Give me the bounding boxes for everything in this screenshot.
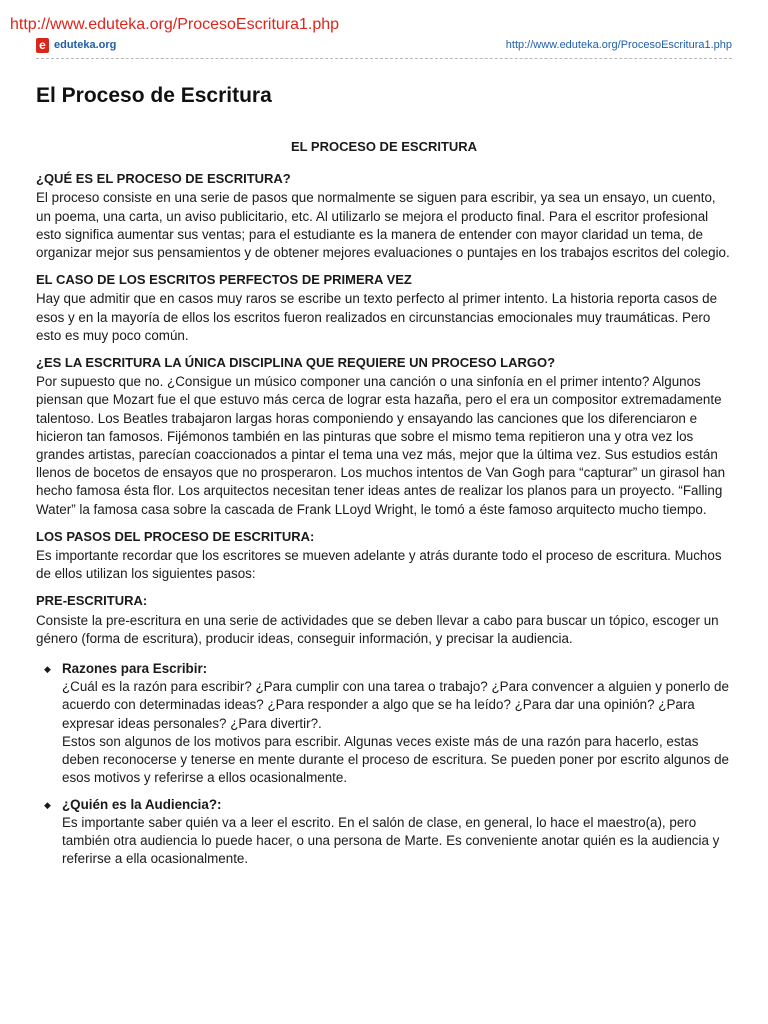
bullet-list	[36, 660, 732, 868]
section-heading: ¿ES LA ESCRITURA LA ÚNICA DISCIPLINA QUE REQUIERE UN PROCESO LARGO?	[36, 355, 556, 371]
bullet-paragraph: ¿Cuál es la razón para escribir? ¿Para cumplir con una tarea o trabajo? ¿Para convencer a alguien y ponerlo de acuerdo con determinadas ideas? ¿Para responder a algo que se ha leído? ¿Para dar una opinión? ¿Para expresar ideas personales? ¿Para divertir?.	[62, 679, 729, 731]
section-body: Es importante recordar que los escritores se mueven adelante y atrás durante todo el proceso de escritura. Muchos de ellos utilizan los siguientes pasos:	[36, 548, 722, 582]
eduteka-logo-icon: e	[36, 38, 49, 53]
section-body: Por supuesto que no. ¿Consigue un músico componer una canción o una sinfonía en el primer intento? Algunos piensan que Mozart fue el que estuvo más cerca de lograr esta hazaña, pero el era un compositor extremadamente talentoso. Los Beatles trabajaron largas horas componiendo y ensayando las canciones que los diferenciaron e hicieron tan famosos. Fijémonos también en las pinturas que sobre el mismo tema repitieron una y otra vez los grandes artistas, parecían coaccionados a pintar el tema una vez más, mejor que la última vez. Sus estudios están llenos de bocetos de ensayos que no prosperaron. Los muchos intentos de Van Gogh para “capturar” un girasol han hecho famosa ésta flor. Los arquitectos necesitan tener ideas antes de realizar los planos para un proyecto. “Falling Water” la famosa casa sobre la cascada de Frank LLoyd Wright, le tomó a éste famoso arquitecto mucho tiempo.	[36, 374, 726, 517]
page-title: El Proceso de Escritura	[36, 84, 272, 107]
page-header	[36, 36, 732, 54]
list-item	[36, 660, 732, 787]
section-pre-escritura	[36, 592, 732, 648]
article-content	[36, 138, 732, 876]
list-item	[36, 796, 732, 869]
section-body: Consiste la pre-escritura en una serie de actividades que se deben llevar a cabo para buscar un tópico, escoger un género (forma de escritura), producir ideas, conseguir información, y precisar la audiencia.	[36, 612, 719, 646]
document-heading: EL PROCESO DE ESCRITURA	[290, 139, 478, 154]
section-body: El proceso consiste en una serie de pasos que normalmente se siguen para escribir, ya sea un ensayo, un cuento, un poema, una carta, un aviso publicitario, etc. Al utilizarlo se mejora el producto final. Para el escritor profesional esto significa aumentar sus ventas; para el estudiante es la manera de entender con mayor claridad un tema, de organizar mejor sus pensamientos y de obtener mejores evaluaciones o puntajes en los trabajos escritos del colegio.	[36, 190, 730, 261]
header-url-link[interactable]: http://www.eduteka.org/ProcesoEscritura1.php	[505, 39, 732, 51]
section-escritos-perfectos	[36, 271, 732, 345]
brand-name[interactable]: eduteka.org	[54, 39, 117, 51]
section-heading: PRE-ESCRITURA:	[36, 593, 148, 609]
top-url[interactable]: http://www.eduteka.org/ProcesoEscritura1.php	[10, 16, 340, 33]
section-heading: LOS PASOS DEL PROCESO DE ESCRITURA:	[36, 528, 315, 544]
section-body: Hay que admitir que en casos muy raros se escribe un texto perfecto al primer intento. La historia reporta casos de esos y en la mayoría de ellos los escritos fueron realizados en circunstancias emocionales muy traumáticas. Pero esto es muy poco común.	[36, 291, 718, 343]
section-que-es	[36, 170, 732, 262]
bullet-paragraph: Es importante saber quién va a leer el escrito. En el salón de clase, en general, lo hace el maestro(a), pero también otra audiencia lo puede hacer, o una persona de Marte. Es conveniente anotar quién es la audiencia y referirse a ella ocasionalmente.	[62, 814, 720, 867]
section-unica-disciplina	[36, 354, 732, 519]
section-heading: EL CASO DE LOS ESCRITOS PERFECTOS DE PRIMERA VEZ	[36, 272, 412, 288]
bullet-paragraph: Estos son algunos de los motivos para escribir. Algunas veces existe más de una razón para hacerlo, estas deben reconocerse y tenerse en mente durante el proceso de escritura. Se pueden poner por escrito algunos de esos motivos y referirse a ellos ocasionalmente.	[62, 733, 729, 786]
diamond-bullet-icon: ◆	[44, 799, 51, 810]
section-pasos	[36, 528, 732, 584]
bullet-title: ¿Quién es la Audiencia?:	[62, 796, 222, 812]
bullet-title: Razones para Escribir:	[62, 661, 208, 677]
header-divider	[36, 58, 732, 59]
brand[interactable]	[36, 38, 116, 53]
section-heading: ¿QUÉ ES EL PROCESO DE ESCRITURA?	[36, 171, 291, 187]
diamond-bullet-icon: ◆	[44, 664, 51, 675]
